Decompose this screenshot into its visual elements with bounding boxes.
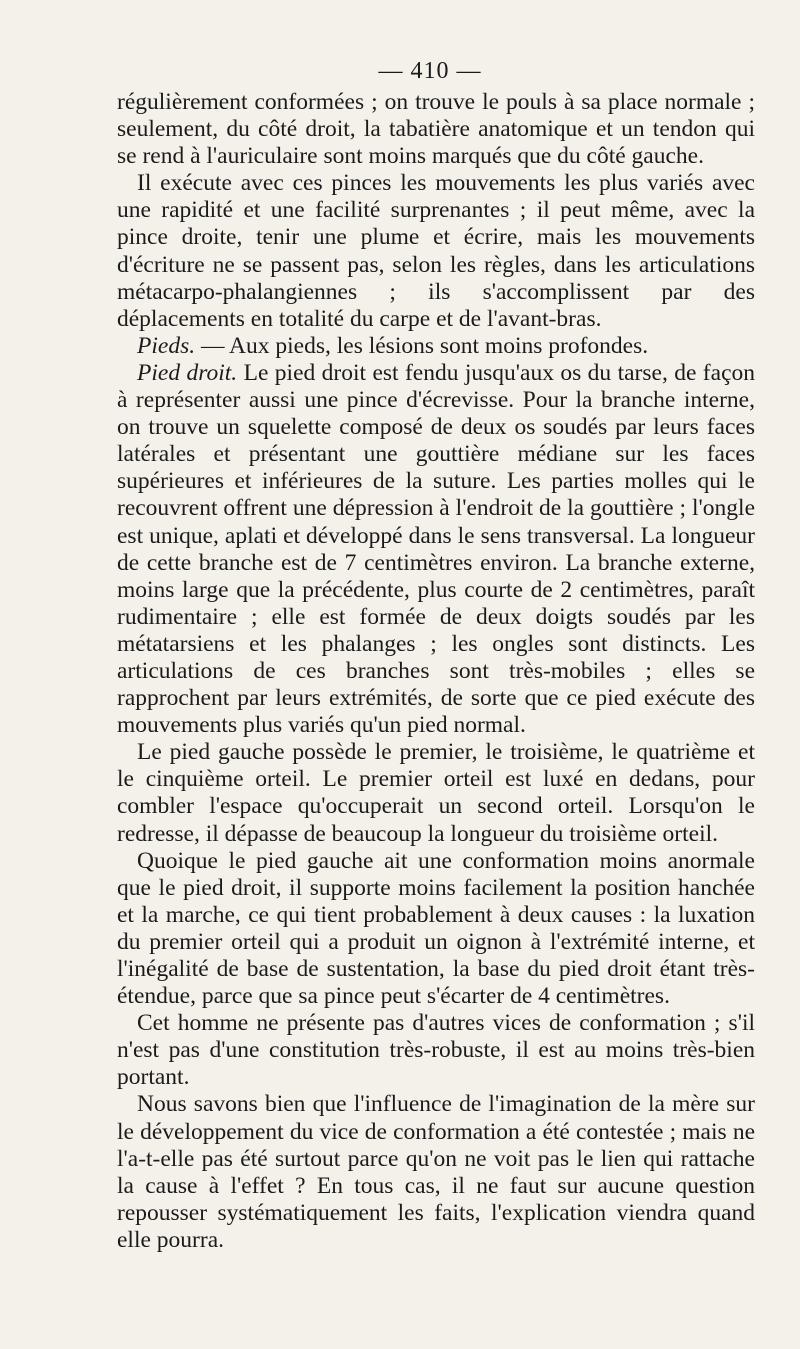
body-text — [117, 89, 755, 1254]
paragraph-4 — [117, 360, 755, 739]
paragraph-1 — [117, 89, 755, 170]
paragraph-text: Le pied gauche possède le premier, le troisième, le quatrième et le cinquième orteil. Le premier orteil est luxé en dedans, pour combler l'espace qu'occuperait un second orteil. Lorsqu'on le redresse, il dépasse de beaucoup la longueur du troisième orteil. — [117, 739, 755, 847]
paragraph-text: régulièrement conformées ; on trouve le pouls à sa place normale ; seulement, du côté droit, la tabatière anatomique et un tendon qui se rend à l'auriculaire sont moins marqués que du côté gauche. — [117, 89, 755, 170]
paragraph-3 — [117, 333, 755, 360]
section-heading-pieds: Pieds. — [137, 332, 196, 359]
paragraph-text: Le pied droit est fendu jusqu'aux os du tarse, de façon à représenter aussi une pince d'écrevisse. Pour la branche interne, on trouve un squelette composé de deux os soudés par leurs faces latérales et présentant une gouttière médiane sur les faces supérieures et inférieures de la suture. Les parties molles qui le recouvrent offrent une dépression à l'endroit de la gouttière ; l'ongle est unique, aplati et développé dans le sens transversal. La longueur de cette branche est de 7 centimètres environ. La branche externe, moins large que la précédente, plus courte de 2 centimètres, paraît rudimentaire ; elle est formée de deux doigts soudés par les métatarsiens et les phalanges ; les ongles sont distincts. Les articulations de ces branches sont très-mobiles ; elles se rapprochent par leurs extrémités, de sorte que ce pied exécute des mouvements plus variés qu'un pied normal. — [117, 359, 755, 739]
paragraph-text: Quoique le pied gauche ait une conformation moins anormale que le pied droit, il supporte moins facilement la position hanchée et la marche, ce qui tient probablement à deux causes : la luxation du premier orteil qui a produit un oignon à l'extrémité interne, et l'inégalité de base de sustentation, la base du pied droit étant très-étendue, parce que sa pince peut s'écarter de 4 centimètres. — [117, 847, 755, 1010]
paragraph-text: Nous savons bien que l'influence de l'imagination de la mère sur le développement du vice de conformation a été contestée ; mais ne l'a-t-elle pas été surtout parce qu'on ne voit pas le lien qui rattache la cause à l'effet ? En tous cas, il ne faut sur aucune question repousser systématiquement les faits, l'explication viendra quand elle pourra. — [117, 1091, 755, 1253]
paragraph-2 — [117, 170, 755, 333]
paragraph-8 — [117, 1091, 755, 1254]
section-heading-pied-droit: Pied droit. — [137, 359, 238, 386]
paragraph-text: Il exécute avec ces pinces les mouvements les plus variés avec une rapidité et une facilité surprenantes ; il peut même, avec la pince droite, tenir une plume et écrire, mais les mouvements d'écriture ne se passent pas, selon les règles, dans les articulations métacarpo-phalangiennes ; ils s'accomplissent par des déplacements en totalité du carpe et de l'avant-bras. — [117, 170, 755, 332]
paragraph-6 — [117, 848, 755, 1011]
paragraph-7 — [117, 1010, 755, 1091]
page-number: — 410 — — [378, 58, 482, 84]
paragraph-text: Cet homme ne présente pas d'autres vices de conformation ; s'il n'est pas d'une constitution très-robuste, il est au moins très-bien portant. — [117, 1010, 755, 1091]
paragraph-5 — [117, 739, 755, 847]
paragraph-text: — Aux pieds, les lésions sont moins profondes. — [195, 332, 649, 359]
